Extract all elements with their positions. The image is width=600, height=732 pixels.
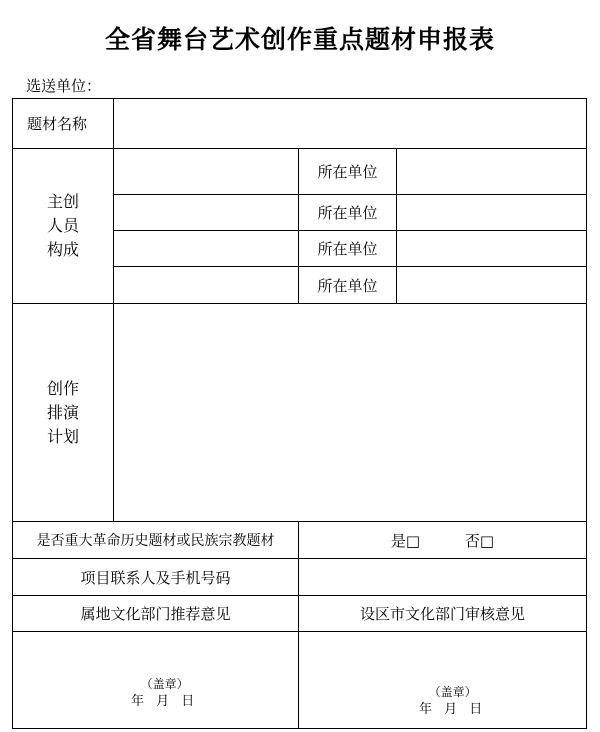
row-opinion-headers (13, 596, 587, 632)
city-opinion-label: 设区市文化部门审核意见 (299, 596, 587, 632)
row-creator-1 (13, 149, 587, 195)
creator-unit-field[interactable] (397, 267, 587, 304)
contact-label: 项目联系人及手机号码 (13, 559, 299, 596)
topic-name-field[interactable] (114, 99, 587, 149)
unit-col-label: 所在单位 (299, 195, 397, 231)
row-major-topic (13, 522, 587, 559)
seal-label: （盖章） (140, 677, 189, 691)
creator-unit-field[interactable] (397, 195, 587, 231)
row-topic-name (13, 99, 587, 149)
yes-checkbox[interactable]: 是□ (390, 531, 421, 550)
page-title: 全省舞台艺术创作重点题材申报表 (104, 25, 495, 54)
date-label: 年 月 日 (419, 702, 487, 717)
application-form-table (12, 98, 587, 729)
unit-col-label: 所在单位 (299, 267, 397, 304)
major-topic-answer (299, 522, 587, 559)
plan-label-cell (13, 304, 114, 522)
creator-name-field[interactable] (114, 231, 299, 267)
creator-name-field[interactable] (114, 195, 299, 231)
topic-name-label: 题材名称 (13, 99, 114, 149)
creator-name-field[interactable] (114, 149, 299, 195)
creator-name-field[interactable] (114, 267, 299, 304)
row-contact (13, 559, 587, 596)
creator-unit-field[interactable] (397, 149, 587, 195)
major-topic-question: 是否重大革命历史题材或民族宗教题材 (13, 522, 299, 559)
local-seal (131, 676, 198, 710)
seal-label: （盖章） (428, 685, 477, 699)
plan-field[interactable] (114, 304, 587, 522)
contact-field[interactable] (299, 559, 587, 596)
date-label: 年 月 日 (131, 694, 199, 709)
row-plan (13, 304, 587, 522)
local-opinion-field[interactable] (13, 632, 299, 729)
row-opinion-fields (13, 632, 587, 729)
submitting-unit-label: 选送单位： (26, 77, 102, 95)
city-opinion-field[interactable] (299, 632, 587, 729)
unit-col-label: 所在单位 (299, 231, 397, 267)
plan-label: 创作 排演 计划 (46, 378, 79, 446)
creator-unit-field[interactable] (397, 231, 587, 267)
city-seal (419, 684, 486, 718)
local-opinion-label: 属地文化部门推荐意见 (13, 596, 299, 632)
creators-label-cell (13, 149, 114, 304)
no-checkbox[interactable]: 否□ (464, 531, 495, 550)
creators-label: 主创 人员 构成 (46, 192, 79, 259)
unit-col-label: 所在单位 (299, 149, 397, 195)
